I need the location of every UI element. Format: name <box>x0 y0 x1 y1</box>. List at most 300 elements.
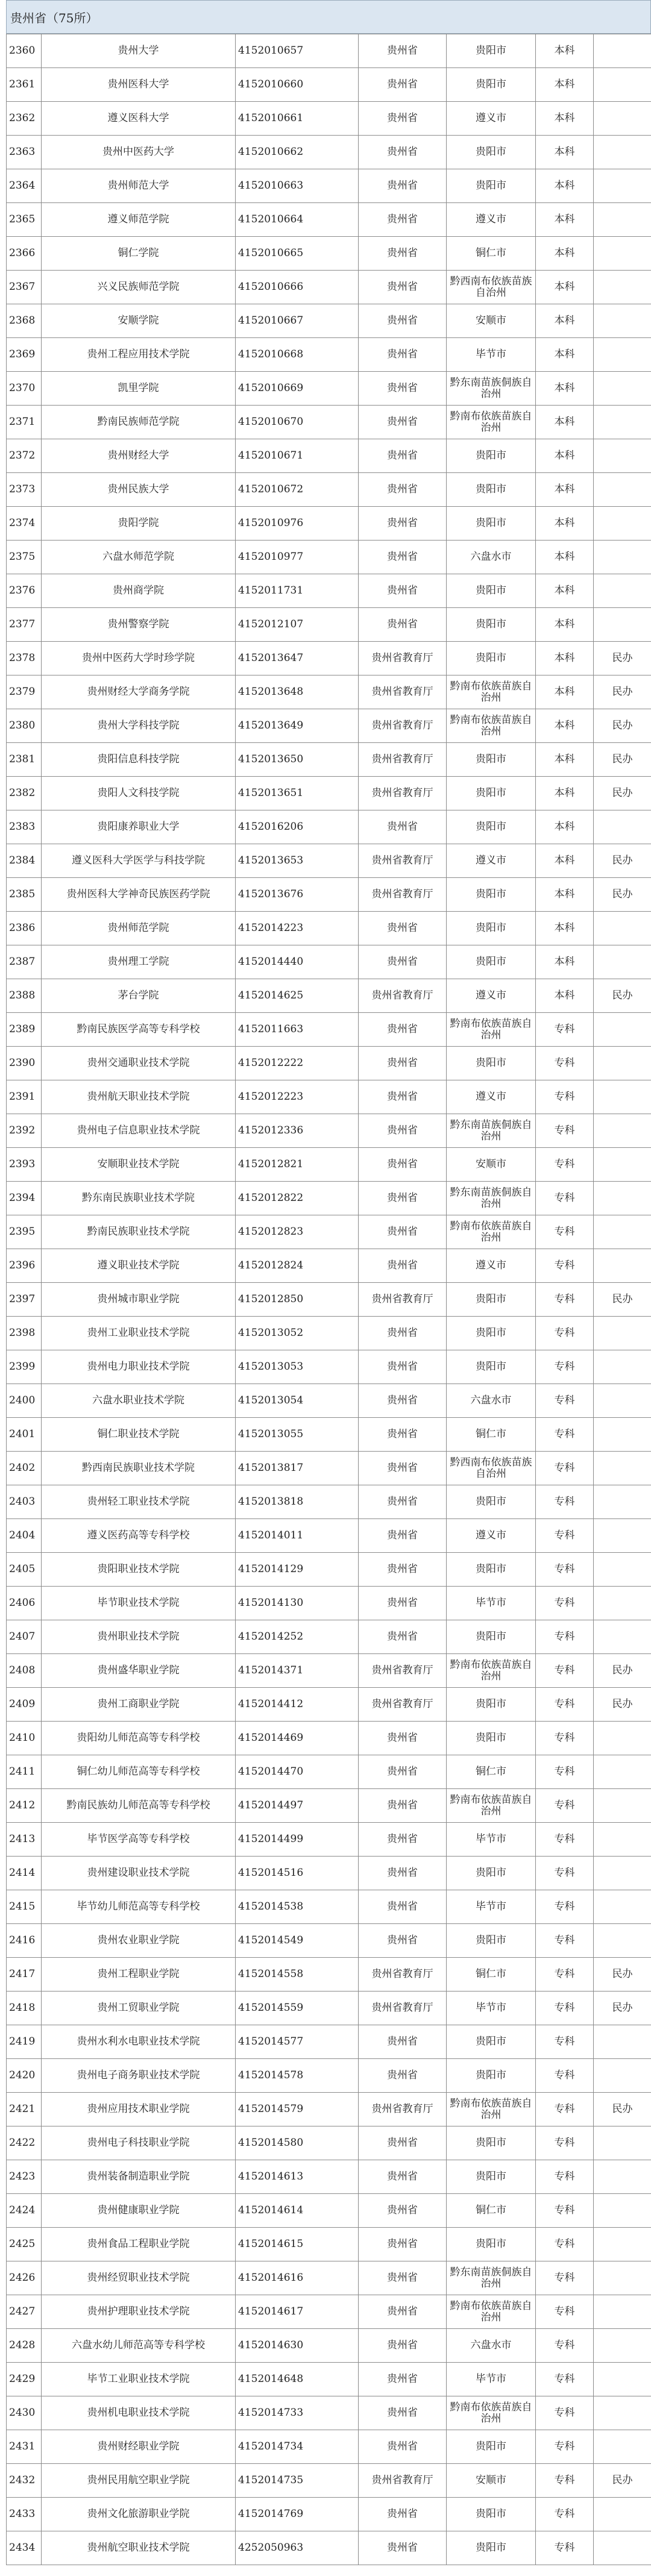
school-note <box>594 2194 651 2228</box>
school-name: 贵州大学 <box>42 34 236 68</box>
table-row <box>7 2498 651 2531</box>
education-level: 本科 <box>536 844 594 878</box>
school-code: 4152011731 <box>236 574 359 608</box>
school-code: 4152014011 <box>236 1519 359 1553</box>
school-note <box>594 1013 651 1047</box>
city: 贵阳市 <box>447 2228 536 2261</box>
school-code: 4152013054 <box>236 1384 359 1418</box>
school-code: 4152013653 <box>236 844 359 878</box>
school-note <box>594 1215 651 1249</box>
row-index: 2425 <box>7 2228 42 2261</box>
table-row <box>7 1283 651 1317</box>
supervising-dept: 贵州省 <box>359 1924 447 1958</box>
education-level: 本科 <box>536 675 594 709</box>
school-note: 民办 <box>594 1992 651 2025</box>
supervising-dept: 贵州省教育厅 <box>359 709 447 743</box>
city: 贵阳市 <box>447 2430 536 2464</box>
city: 黔南布依族苗族自治州 <box>447 1013 536 1047</box>
school-name: 贵州职业技术学院 <box>42 1620 236 1654</box>
city: 黔南布依族苗族自治州 <box>447 1215 536 1249</box>
school-name: 黔南民族医学高等专科学校 <box>42 1013 236 1047</box>
school-note <box>594 1890 651 1924</box>
school-code: 4152014371 <box>236 1654 359 1688</box>
supervising-dept: 贵州省 <box>359 507 447 541</box>
school-name: 六盘水幼儿师范高等专科学校 <box>42 2329 236 2363</box>
table-row <box>7 608 651 642</box>
row-index: 2403 <box>7 1485 42 1519</box>
school-name: 贵州航空职业技术学院 <box>42 2531 236 2565</box>
city: 贵阳市 <box>447 1722 536 1755</box>
city: 贵阳市 <box>447 1283 536 1317</box>
school-code: 4152010665 <box>236 237 359 271</box>
table-row <box>7 1857 651 1890</box>
table-row <box>7 1384 651 1418</box>
school-note <box>594 1485 651 1519</box>
school-note <box>594 1384 651 1418</box>
school-code: 4152014769 <box>236 2498 359 2531</box>
supervising-dept: 贵州省 <box>359 1823 447 1857</box>
city: 黔南布依族苗族自治州 <box>447 2396 536 2430</box>
row-index: 2411 <box>7 1755 42 1789</box>
school-code: 4152014470 <box>236 1755 359 1789</box>
education-level: 本科 <box>536 372 594 406</box>
school-code: 4152012336 <box>236 1114 359 1148</box>
school-note <box>594 1755 651 1789</box>
education-level: 专科 <box>536 1452 594 1485</box>
city: 贵阳市 <box>447 169 536 203</box>
school-name: 遵义职业技术学院 <box>42 1249 236 1283</box>
row-index: 2400 <box>7 1384 42 1418</box>
table-row <box>7 810 651 844</box>
school-name: 黔南民族师范学院 <box>42 406 236 439</box>
school-note <box>594 304 651 338</box>
school-code: 4152014129 <box>236 1553 359 1587</box>
table-row <box>7 2093 651 2126</box>
city: 贵阳市 <box>447 1620 536 1654</box>
school-note <box>594 271 651 304</box>
education-level: 专科 <box>536 2228 594 2261</box>
city: 贵阳市 <box>447 608 536 642</box>
school-code: 4152014580 <box>236 2126 359 2160</box>
row-index: 2394 <box>7 1182 42 1215</box>
school-name: 铜仁幼儿师范高等专科学校 <box>42 1755 236 1789</box>
city: 贵阳市 <box>447 642 536 675</box>
city: 贵阳市 <box>447 2126 536 2160</box>
city: 铜仁市 <box>447 1958 536 1992</box>
city: 遵义市 <box>447 1519 536 1553</box>
school-note <box>594 1350 651 1384</box>
education-level: 专科 <box>536 2464 594 2498</box>
table-row <box>7 2261 651 2295</box>
school-name: 贵州经贸职业技术学院 <box>42 2261 236 2295</box>
city: 铜仁市 <box>447 2194 536 2228</box>
row-index: 2392 <box>7 1114 42 1148</box>
supervising-dept: 贵州省 <box>359 1215 447 1249</box>
table-row <box>7 439 651 473</box>
city: 黔南布依族苗族自治州 <box>447 709 536 743</box>
school-name: 贵州警察学院 <box>42 608 236 642</box>
table-row <box>7 541 651 574</box>
supervising-dept: 贵州省 <box>359 1857 447 1890</box>
row-index: 2382 <box>7 777 42 810</box>
supervising-dept: 贵州省 <box>359 1317 447 1350</box>
school-name: 毕节幼儿师范高等专科学校 <box>42 1890 236 1924</box>
city: 黔南布依族苗族自治州 <box>447 2093 536 2126</box>
city: 贵阳市 <box>447 507 536 541</box>
row-index: 2398 <box>7 1317 42 1350</box>
school-name: 贵州工贸职业学院 <box>42 1992 236 2025</box>
education-level: 专科 <box>536 2363 594 2396</box>
school-note <box>594 203 651 237</box>
school-name: 毕节医学高等专科学校 <box>42 1823 236 1857</box>
education-level: 专科 <box>536 2261 594 2295</box>
school-code: 4152014516 <box>236 1857 359 1890</box>
supervising-dept: 贵州省 <box>359 810 447 844</box>
row-index: 2388 <box>7 979 42 1013</box>
supervising-dept: 贵州省 <box>359 304 447 338</box>
row-index: 2399 <box>7 1350 42 1384</box>
table-row <box>7 1688 651 1722</box>
row-index: 2410 <box>7 1722 42 1755</box>
table-row <box>7 1148 651 1182</box>
city: 安顺市 <box>447 1148 536 1182</box>
supervising-dept: 贵州省 <box>359 1890 447 1924</box>
education-level: 专科 <box>536 2531 594 2565</box>
table-row <box>7 1013 651 1047</box>
school-name: 贵阳人文科技学院 <box>42 777 236 810</box>
supervising-dept: 贵州省 <box>359 1789 447 1823</box>
school-note: 民办 <box>594 743 651 777</box>
table-row <box>7 1958 651 1992</box>
table-row <box>7 2464 651 2498</box>
supervising-dept: 贵州省教育厅 <box>359 675 447 709</box>
school-note: 民办 <box>594 1654 651 1688</box>
city: 毕节市 <box>447 1992 536 2025</box>
row-index: 2374 <box>7 507 42 541</box>
school-name: 毕节职业技术学院 <box>42 1587 236 1620</box>
school-note: 民办 <box>594 979 651 1013</box>
row-index: 2387 <box>7 945 42 979</box>
row-index: 2360 <box>7 34 42 68</box>
city: 贵阳市 <box>447 473 536 507</box>
table-row <box>7 1114 651 1148</box>
supervising-dept: 贵州省 <box>359 1047 447 1080</box>
school-code: 4152010662 <box>236 136 359 169</box>
school-note <box>594 2059 651 2093</box>
table-row <box>7 1485 651 1519</box>
school-code: 4152014734 <box>236 2430 359 2464</box>
school-name: 贵州城市职业学院 <box>42 1283 236 1317</box>
city: 贵阳市 <box>447 1553 536 1587</box>
city: 贵阳市 <box>447 2160 536 2194</box>
school-note <box>594 1080 651 1114</box>
education-level: 专科 <box>536 1485 594 1519</box>
table-row <box>7 878 651 912</box>
school-code: 4152014577 <box>236 2025 359 2059</box>
school-code: 4152012222 <box>236 1047 359 1080</box>
row-index: 2383 <box>7 810 42 844</box>
city: 黔西南布依族苗族自治州 <box>447 271 536 304</box>
education-level: 专科 <box>536 1620 594 1654</box>
school-name: 六盘水职业技术学院 <box>42 1384 236 1418</box>
school-note <box>594 1587 651 1620</box>
education-level: 专科 <box>536 1924 594 1958</box>
row-index: 2415 <box>7 1890 42 1924</box>
table-row <box>7 2396 651 2430</box>
table-row <box>7 1350 651 1384</box>
school-code: 4152012823 <box>236 1215 359 1249</box>
supervising-dept: 贵州省 <box>359 372 447 406</box>
school-code: 4152014538 <box>236 1890 359 1924</box>
city: 贵阳市 <box>447 34 536 68</box>
province-title: 贵州省（75所） <box>10 10 98 25</box>
table-row <box>7 2531 651 2565</box>
school-code: 4152013053 <box>236 1350 359 1384</box>
school-code: 4152010663 <box>236 169 359 203</box>
school-name: 贵州电力职业技术学院 <box>42 1350 236 1384</box>
school-list-sheet <box>6 0 651 2565</box>
school-note <box>594 1452 651 1485</box>
education-level: 专科 <box>536 1384 594 1418</box>
city: 贵阳市 <box>447 777 536 810</box>
table-row <box>7 1418 651 1452</box>
education-level: 专科 <box>536 2430 594 2464</box>
supervising-dept: 贵州省 <box>359 2498 447 2531</box>
education-level: 专科 <box>536 2093 594 2126</box>
school-note <box>594 406 651 439</box>
education-level: 本科 <box>536 642 594 675</box>
school-code: 4152014497 <box>236 1789 359 1823</box>
table-row <box>7 2329 651 2363</box>
supervising-dept: 贵州省 <box>359 1519 447 1553</box>
supervising-dept: 贵州省 <box>359 136 447 169</box>
city: 贵阳市 <box>447 1688 536 1722</box>
school-code: 4152013055 <box>236 1418 359 1452</box>
education-level: 专科 <box>536 1654 594 1688</box>
school-note <box>594 372 651 406</box>
city: 黔东南苗族侗族自治州 <box>447 372 536 406</box>
school-code: 4152013648 <box>236 675 359 709</box>
city: 贵阳市 <box>447 1350 536 1384</box>
supervising-dept: 贵州省 <box>359 2531 447 2565</box>
education-level: 专科 <box>536 2194 594 2228</box>
school-note <box>594 2498 651 2531</box>
row-index: 2424 <box>7 2194 42 2228</box>
city: 贵阳市 <box>447 912 536 945</box>
school-note <box>594 608 651 642</box>
city: 贵阳市 <box>447 810 536 844</box>
row-index: 2427 <box>7 2295 42 2329</box>
school-code: 4152014499 <box>236 1823 359 1857</box>
supervising-dept: 贵州省 <box>359 271 447 304</box>
row-index: 2414 <box>7 1857 42 1890</box>
supervising-dept: 贵州省 <box>359 1013 447 1047</box>
supervising-dept: 贵州省 <box>359 2228 447 2261</box>
city: 黔南布依族苗族自治州 <box>447 2295 536 2329</box>
education-level: 专科 <box>536 1789 594 1823</box>
table-row <box>7 777 651 810</box>
city: 遵义市 <box>447 203 536 237</box>
table-row <box>7 338 651 372</box>
supervising-dept: 贵州省 <box>359 2295 447 2329</box>
school-code: 4152014616 <box>236 2261 359 2295</box>
school-code: 4152014469 <box>236 1722 359 1755</box>
education-level: 专科 <box>536 2059 594 2093</box>
education-level: 专科 <box>536 1182 594 1215</box>
school-note <box>594 1317 651 1350</box>
table-row <box>7 507 651 541</box>
school-code: 4152012850 <box>236 1283 359 1317</box>
education-level: 专科 <box>536 1958 594 1992</box>
supervising-dept: 贵州省 <box>359 169 447 203</box>
school-name: 贵州水利水电职业技术学院 <box>42 2025 236 2059</box>
city: 毕节市 <box>447 2363 536 2396</box>
education-level: 本科 <box>536 979 594 1013</box>
school-note: 民办 <box>594 2093 651 2126</box>
school-name: 贵州农业职业学院 <box>42 1924 236 1958</box>
education-level: 本科 <box>536 574 594 608</box>
school-name: 贵州财经大学 <box>42 439 236 473</box>
supervising-dept: 贵州省 <box>359 2194 447 2228</box>
city: 毕节市 <box>447 1823 536 1857</box>
supervising-dept: 贵州省 <box>359 945 447 979</box>
row-index: 2413 <box>7 1823 42 1857</box>
supervising-dept: 贵州省 <box>359 1148 447 1182</box>
school-name: 贵州民族大学 <box>42 473 236 507</box>
school-note <box>594 541 651 574</box>
school-note <box>594 2396 651 2430</box>
city: 贵阳市 <box>447 945 536 979</box>
school-code: 4152010660 <box>236 68 359 102</box>
supervising-dept: 贵州省 <box>359 541 447 574</box>
city: 铜仁市 <box>447 1418 536 1452</box>
school-name: 贵阳学院 <box>42 507 236 541</box>
table-row <box>7 945 651 979</box>
school-name: 贵州交通职业技术学院 <box>42 1047 236 1080</box>
row-index: 2364 <box>7 169 42 203</box>
supervising-dept: 贵州省 <box>359 338 447 372</box>
supervising-dept: 贵州省 <box>359 1620 447 1654</box>
school-code: 4152014223 <box>236 912 359 945</box>
row-index: 2401 <box>7 1418 42 1452</box>
school-note <box>594 1114 651 1148</box>
school-note <box>594 439 651 473</box>
school-note <box>594 169 651 203</box>
city: 贵阳市 <box>447 574 536 608</box>
table-row <box>7 1789 651 1823</box>
table-row <box>7 1620 651 1654</box>
school-name: 贵州健康职业学院 <box>42 2194 236 2228</box>
supervising-dept: 贵州省 <box>359 439 447 473</box>
supervising-dept: 贵州省教育厅 <box>359 1958 447 1992</box>
school-note <box>594 2531 651 2565</box>
table-row <box>7 304 651 338</box>
table-row <box>7 2194 651 2228</box>
school-code: 4152013818 <box>236 1485 359 1519</box>
education-level: 本科 <box>536 878 594 912</box>
supervising-dept: 贵州省 <box>359 2160 447 2194</box>
education-level: 本科 <box>536 271 594 304</box>
city: 贵阳市 <box>447 878 536 912</box>
row-index: 2376 <box>7 574 42 608</box>
education-level: 专科 <box>536 2160 594 2194</box>
supervising-dept: 贵州省教育厅 <box>359 642 447 675</box>
school-note: 民办 <box>594 709 651 743</box>
school-code: 4152013676 <box>236 878 359 912</box>
school-name: 安顺职业技术学院 <box>42 1148 236 1182</box>
table-row <box>7 2363 651 2396</box>
school-code: 4152013647 <box>236 642 359 675</box>
school-name: 兴义民族师范学院 <box>42 271 236 304</box>
education-level: 本科 <box>536 136 594 169</box>
school-note <box>594 1182 651 1215</box>
city: 贵阳市 <box>447 1317 536 1350</box>
school-code: 4152013649 <box>236 709 359 743</box>
school-code: 4152010668 <box>236 338 359 372</box>
education-level: 专科 <box>536 1013 594 1047</box>
supervising-dept: 贵州省教育厅 <box>359 1688 447 1722</box>
supervising-dept: 贵州省教育厅 <box>359 1283 447 1317</box>
row-index: 2429 <box>7 2363 42 2396</box>
school-code: 4152014630 <box>236 2329 359 2363</box>
row-index: 2367 <box>7 271 42 304</box>
education-level: 本科 <box>536 304 594 338</box>
school-code: 4152014613 <box>236 2160 359 2194</box>
school-name: 铜仁学院 <box>42 237 236 271</box>
school-code: 4152013651 <box>236 777 359 810</box>
row-index: 2365 <box>7 203 42 237</box>
school-note: 民办 <box>594 878 651 912</box>
education-level: 本科 <box>536 68 594 102</box>
supervising-dept: 贵州省 <box>359 1755 447 1789</box>
school-note: 民办 <box>594 777 651 810</box>
row-index: 2386 <box>7 912 42 945</box>
education-level: 专科 <box>536 1519 594 1553</box>
table-row <box>7 1553 651 1587</box>
education-level: 本科 <box>536 169 594 203</box>
education-level: 专科 <box>536 2126 594 2160</box>
school-code: 4152010670 <box>236 406 359 439</box>
table-row <box>7 1452 651 1485</box>
row-index: 2370 <box>7 372 42 406</box>
school-code: 4152010672 <box>236 473 359 507</box>
school-name: 贵州大学科技学院 <box>42 709 236 743</box>
school-name: 贵州建设职业技术学院 <box>42 1857 236 1890</box>
city: 贵阳市 <box>447 68 536 102</box>
row-index: 2420 <box>7 2059 42 2093</box>
school-name: 贵州工业职业技术学院 <box>42 1317 236 1350</box>
supervising-dept: 贵州省 <box>359 34 447 68</box>
school-name: 贵州工程应用技术学院 <box>42 338 236 372</box>
school-name: 凯里学院 <box>42 372 236 406</box>
school-table <box>6 34 651 2565</box>
school-name: 贵州师范大学 <box>42 169 236 203</box>
supervising-dept: 贵州省 <box>359 1722 447 1755</box>
school-name: 黔南民族职业技术学院 <box>42 1215 236 1249</box>
school-code: 4152010661 <box>236 102 359 136</box>
table-row <box>7 844 651 878</box>
education-level: 本科 <box>536 743 594 777</box>
education-level: 本科 <box>536 541 594 574</box>
education-level: 专科 <box>536 1148 594 1182</box>
table-row <box>7 1823 651 1857</box>
supervising-dept: 贵州省 <box>359 1384 447 1418</box>
school-note: 民办 <box>594 2464 651 2498</box>
row-index: 2362 <box>7 102 42 136</box>
school-note <box>594 912 651 945</box>
row-index: 2407 <box>7 1620 42 1654</box>
education-level: 专科 <box>536 1283 594 1317</box>
